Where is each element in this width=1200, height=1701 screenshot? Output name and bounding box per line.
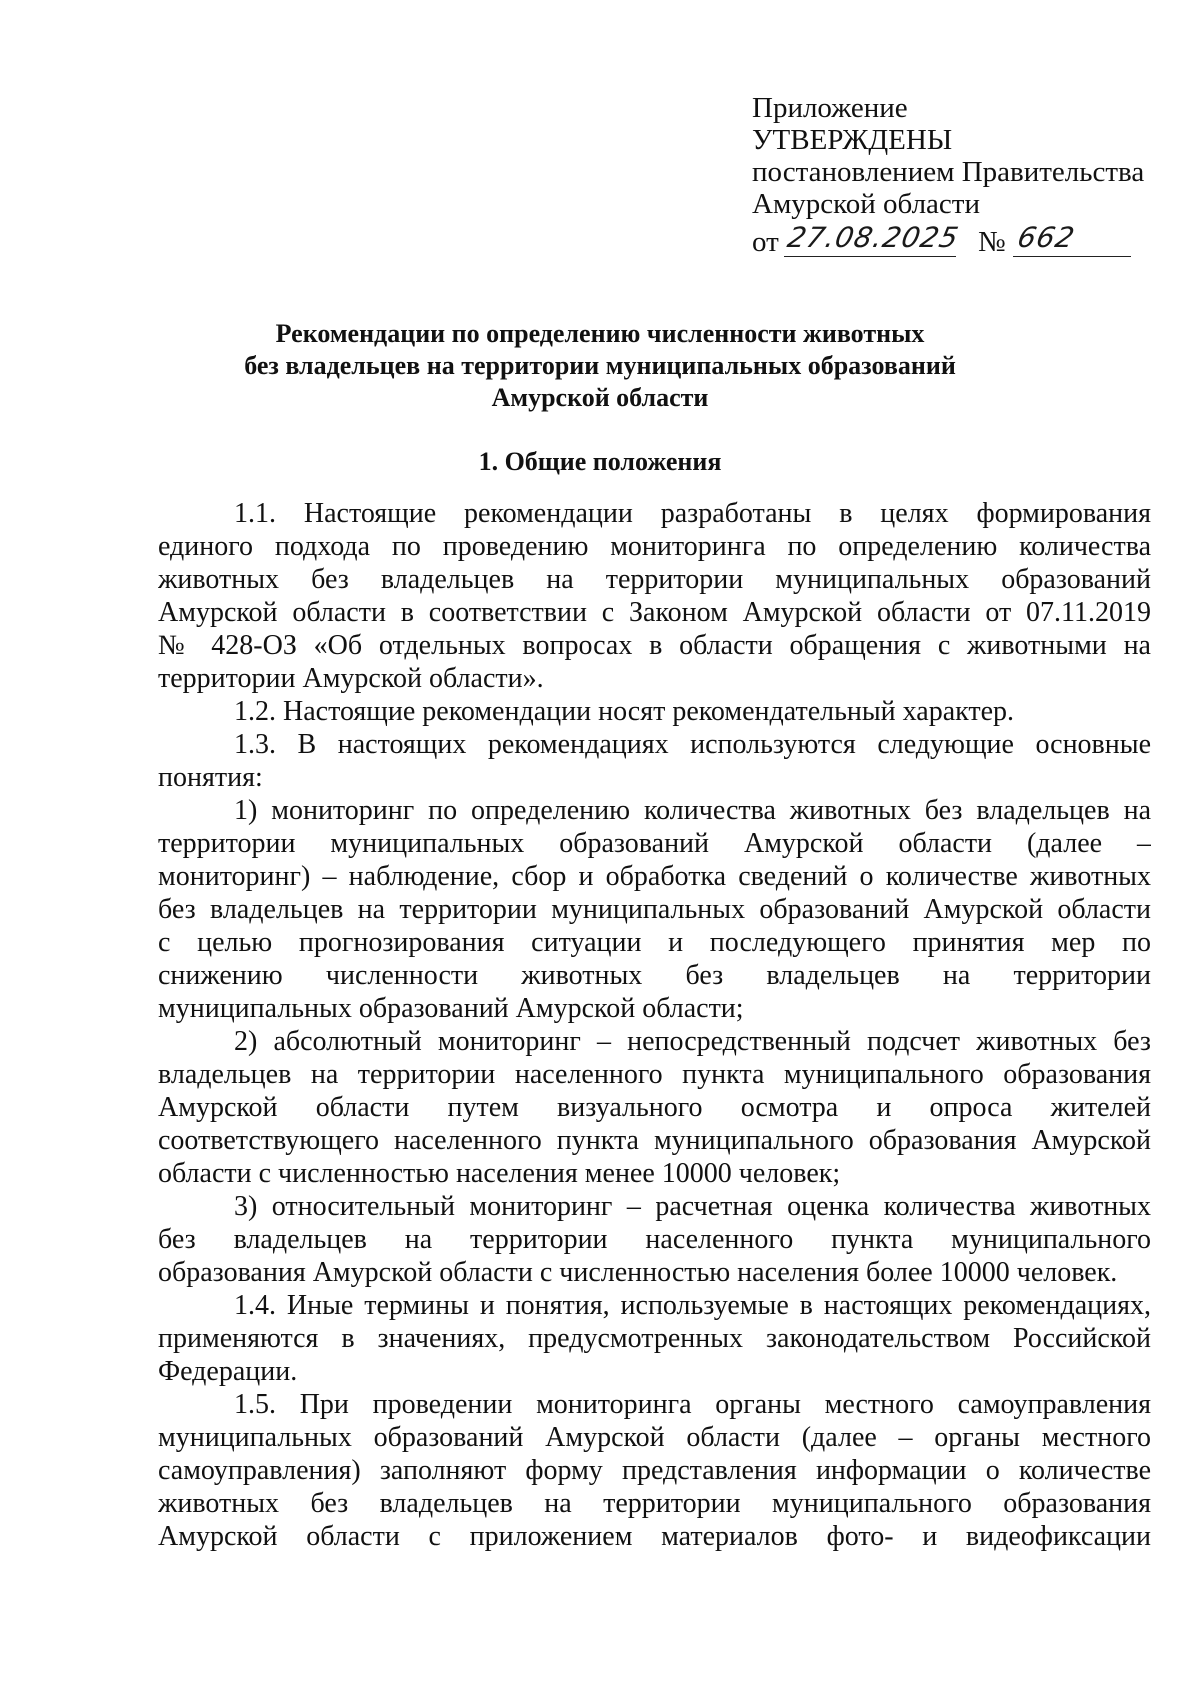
approval-date-number-line — [752, 220, 1152, 260]
body-line: 1) мониторинг по определению количества животных без владельцев на — [234, 795, 1151, 826]
body-line: муниципальных образований Амурской области (далее – органы местного — [158, 1422, 1151, 1453]
body-line: понятия: — [158, 762, 263, 793]
approval-line-resolution: постановлением Правительства — [752, 156, 1145, 188]
body-line: без владельцев на территории муниципальных образований Амурской области — [158, 894, 1151, 925]
body-line: Амурской области в соответствии с Законом Амурской области от 07.11.2019 — [158, 597, 1151, 628]
body-line: соответствующего населенного пункта муниципального образования Амурской — [158, 1125, 1151, 1156]
handwritten-date: 27.08.2025 — [784, 221, 962, 254]
number-prefix: № — [978, 226, 1006, 258]
approval-line-attachment: Приложение — [752, 92, 908, 124]
body-line: территории Амурской области». — [158, 663, 544, 694]
body-line: № 428-ОЗ «Об отдельных вопросах в области обращения с животными на — [158, 630, 1151, 661]
approval-block — [752, 92, 1152, 260]
body-line: 1.2. Настоящие рекомендации носят рекомендательный характер. — [234, 696, 1015, 727]
body-line: 1.3. В настоящих рекомендациях используются следующие основные — [234, 729, 1151, 760]
body-line: самоуправления) заполняют форму представления информации о количестве — [158, 1455, 1151, 1486]
body-text — [158, 497, 1151, 1553]
body-line: 1.5. При проведении мониторинга органы местного самоуправления — [234, 1389, 1151, 1420]
body-line: 2) абсолютный мониторинг – непосредственный подсчет животных без — [234, 1026, 1151, 1057]
title-line: Амурской области — [491, 383, 709, 412]
body-line: владельцев на территории населенного пункта муниципального образования — [158, 1059, 1151, 1090]
body-line: территории муниципальных образований Амурской области (далее – — [158, 828, 1151, 859]
section-heading: 1. Общие положения — [478, 447, 722, 476]
body-line: снижению численности животных без владельцев на территории — [158, 960, 1151, 991]
body-line: мониторинг) – наблюдение, сбор и обработка сведений о количестве животных — [158, 861, 1151, 892]
body-line: с целью прогнозирования ситуации и последующего принятия мер по — [158, 927, 1151, 958]
body-line: 1.4. Иные термины и понятия, используемые в настоящих рекомендациях, — [234, 1290, 1151, 1321]
title-line: без владельцев на территории муниципальных образований — [244, 351, 956, 380]
body-line: без владельцев на территории населенного пункта муниципального — [158, 1224, 1151, 1255]
approval-line-approved: УТВЕРЖДЕНЫ — [752, 124, 953, 156]
document-title — [200, 318, 1000, 414]
title-line: Рекомендации по определению численности животных — [275, 319, 925, 348]
body-line: животных без владельцев на территории муниципальных образований — [158, 564, 1151, 595]
date-underline — [784, 256, 956, 257]
body-line: области с численностью населения менее 10000 человек; — [158, 1158, 841, 1189]
body-line: муниципальных образований Амурской области; — [158, 993, 744, 1024]
number-underline — [1013, 256, 1131, 257]
body-line: образования Амурской области с численностью населения более 10000 человек. — [158, 1257, 1118, 1288]
body-line: Амурской области с приложением материалов фото- и видеофиксации — [158, 1521, 1151, 1552]
body-line: животных без владельцев на территории муниципального образования — [158, 1488, 1151, 1519]
body-line: 1.1. Настоящие рекомендации разработаны в целях формирования — [234, 498, 1151, 529]
body-line: применяются в значениях, предусмотренных законодательством Российской — [158, 1323, 1151, 1354]
handwritten-number: 662 — [1014, 221, 1079, 254]
body-line: 3) относительный мониторинг – расчетная оценка количества животных — [234, 1191, 1151, 1222]
body-line: Федерации. — [158, 1356, 298, 1387]
body-line: Амурской области путем визуального осмотра и опроса жителей — [158, 1092, 1151, 1123]
approval-line-region: Амурской области — [752, 188, 980, 220]
date-prefix: от — [752, 226, 779, 258]
body-line: единого подхода по проведению мониторинга по определению количества — [158, 531, 1151, 562]
